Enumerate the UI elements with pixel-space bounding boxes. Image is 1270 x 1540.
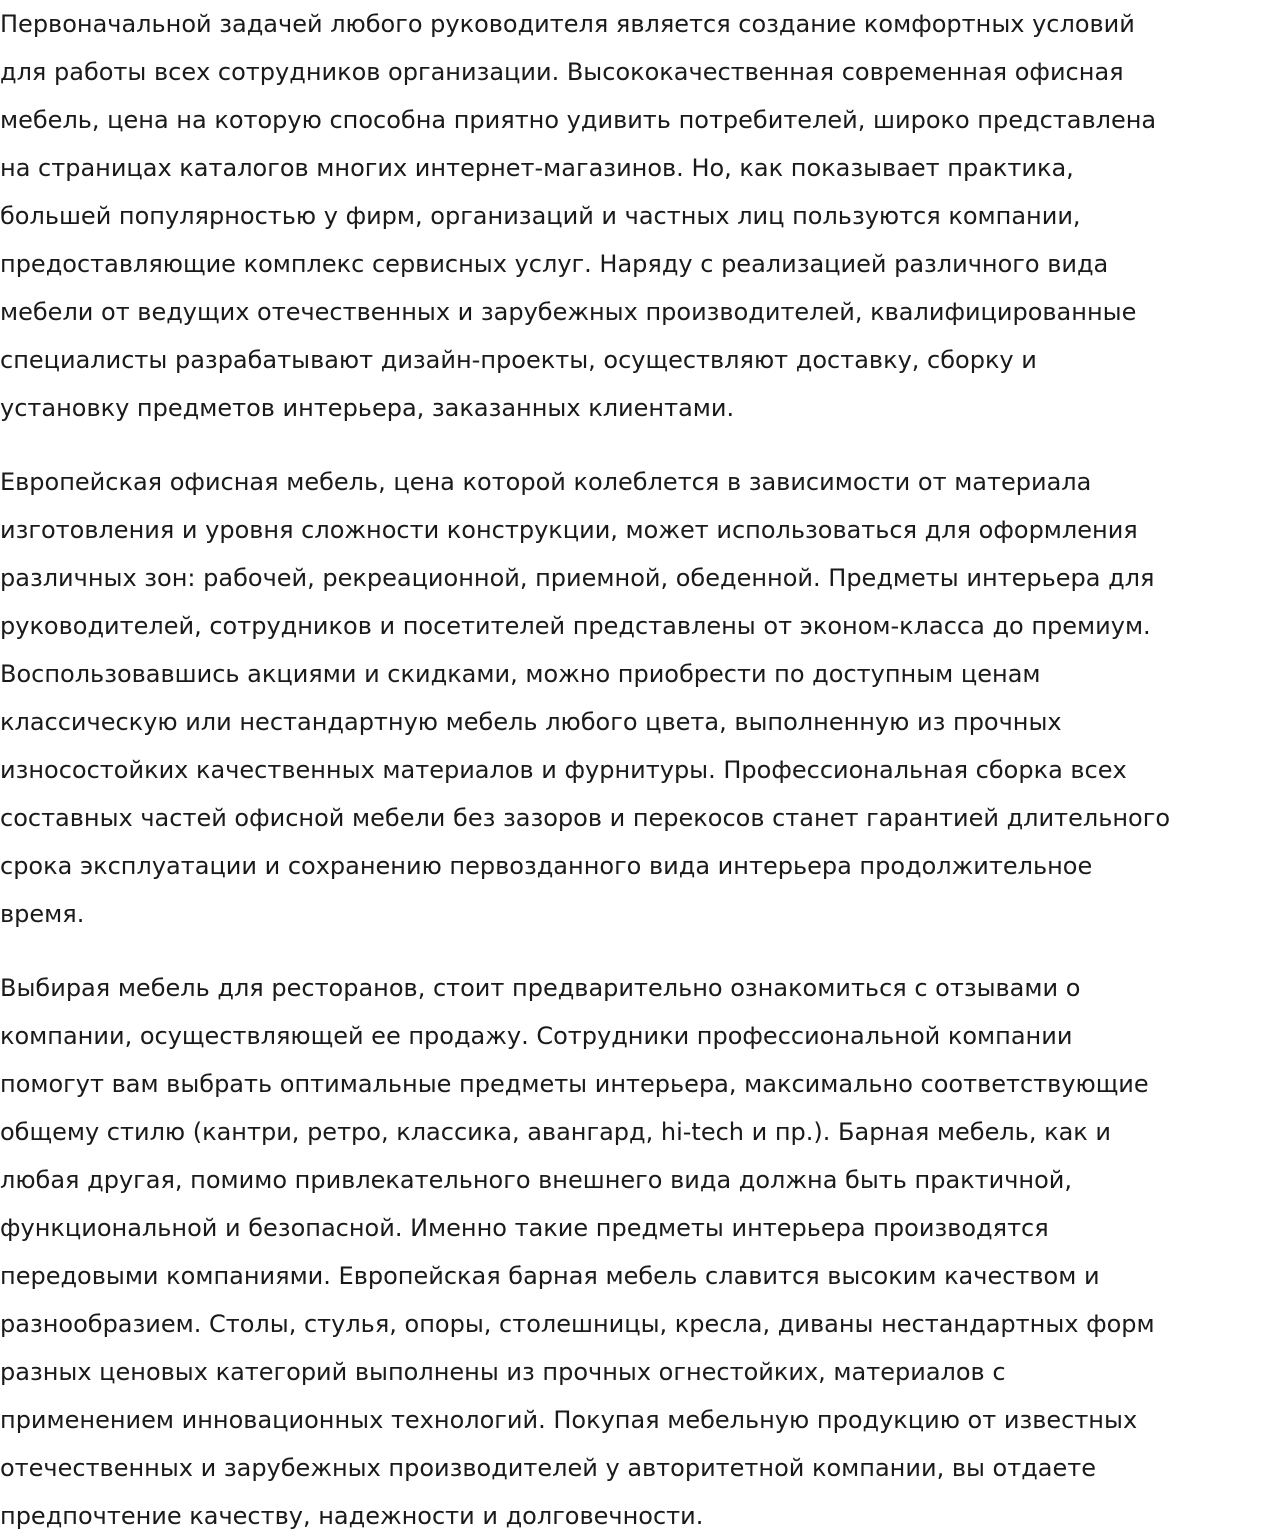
text-line: Европейская офисная мебель, цена которой колеблется в зависимости от материала (0, 468, 1092, 496)
text-line: функциональной и безопасной. Именно такие предметы интерьера производятся (0, 1214, 1049, 1242)
text-line: Воспользовавшись акциями и скидками, можно приобрести по доступным ценам (0, 660, 1041, 688)
text-line: большей популярностью у фирм, организаций и частных лиц пользуются компании, (0, 202, 1081, 230)
text-line: классическую или нестандартную мебель любого цвета, выполненную из прочных (0, 708, 1062, 736)
text-line: предоставляющие комплекс сервисных услуг. Наряду с реализацией различного вида (0, 250, 1109, 278)
text-line: срока эксплуатации и сохранению первозданного вида интерьера продолжительное (0, 852, 1093, 880)
text-line: Выбирая мебель для ресторанов, стоит предварительно ознакомиться с отзывами о (0, 974, 1081, 1002)
text-line: помогут вам выбрать оптимальные предметы интерьера, максимально соответствующие (0, 1070, 1149, 1098)
text-line: износостойких качественных материалов и фурнитуры. Профессиональная сборка всех (0, 756, 1127, 784)
text-line: разных ценовых категорий выполнены из прочных огнестойких, материалов с (0, 1358, 1006, 1386)
text-line: различных зон: рабочей, рекреационной, приемной, обеденной. Предметы интерьера для (0, 564, 1155, 592)
paragraph-european-office-furniture (0, 458, 1170, 938)
text-line: время. (0, 900, 85, 928)
text-line: применением инновационных технологий. Покупая мебельную продукцию от известных (0, 1406, 1138, 1434)
text-line: изготовления и уровня сложности конструкции, может использоваться для оформления (0, 516, 1138, 544)
text-line: компании, осуществляющей ее продажу. Сотрудники профессиональной компании (0, 1022, 1073, 1050)
text-line: на страницах каталогов многих интернет-магазинов. Но, как показывает практика, (0, 154, 1074, 182)
text-line: разнообразием. Столы, стулья, опоры, столешницы, кресла, диваны нестандартных форм (0, 1310, 1155, 1338)
text-line: общему стилю (кантри, ретро, классика, авангард, hi-tech и пр.). Барная мебель, как и (0, 1118, 1111, 1146)
paragraph-restaurant-furniture (0, 964, 1155, 1540)
text-line: специалисты разрабатывают дизайн-проекты, осуществляют доставку, сборку и (0, 346, 1037, 374)
text-line: любая другая, помимо привлекательного внешнего вида должна быть практичной, (0, 1166, 1073, 1194)
text-line: предпочтение качеству, надежности и долговечности. (0, 1502, 704, 1530)
text-line: руководителей, сотрудников и посетителей представлены от эконом-класса до премиум. (0, 612, 1151, 640)
text-line: мебели от ведущих отечественных и зарубежных производителей, квалифицированные (0, 298, 1137, 326)
text-line: отечественных и зарубежных производителей у авторитетной компании, вы отдаете (0, 1454, 1097, 1482)
text-line: составных частей офисной мебели без зазоров и перекосов станет гарантией длительного (0, 804, 1171, 832)
text-line: для работы всех сотрудников организации. Высококачественная современная офисная (0, 58, 1124, 86)
text-line: Первоначальной задачей любого руководителя является создание комфортных условий (0, 10, 1135, 38)
text-line: передовыми компаниями. Европейская барная мебель славится высоким качеством и (0, 1262, 1100, 1290)
text-line: мебель, цена на которую способна приятно удивить потребителей, широко представлена (0, 106, 1157, 134)
paragraph-office-furniture-intro (0, 0, 1156, 432)
text-line: установку предметов интерьера, заказанных клиентами. (0, 394, 735, 422)
